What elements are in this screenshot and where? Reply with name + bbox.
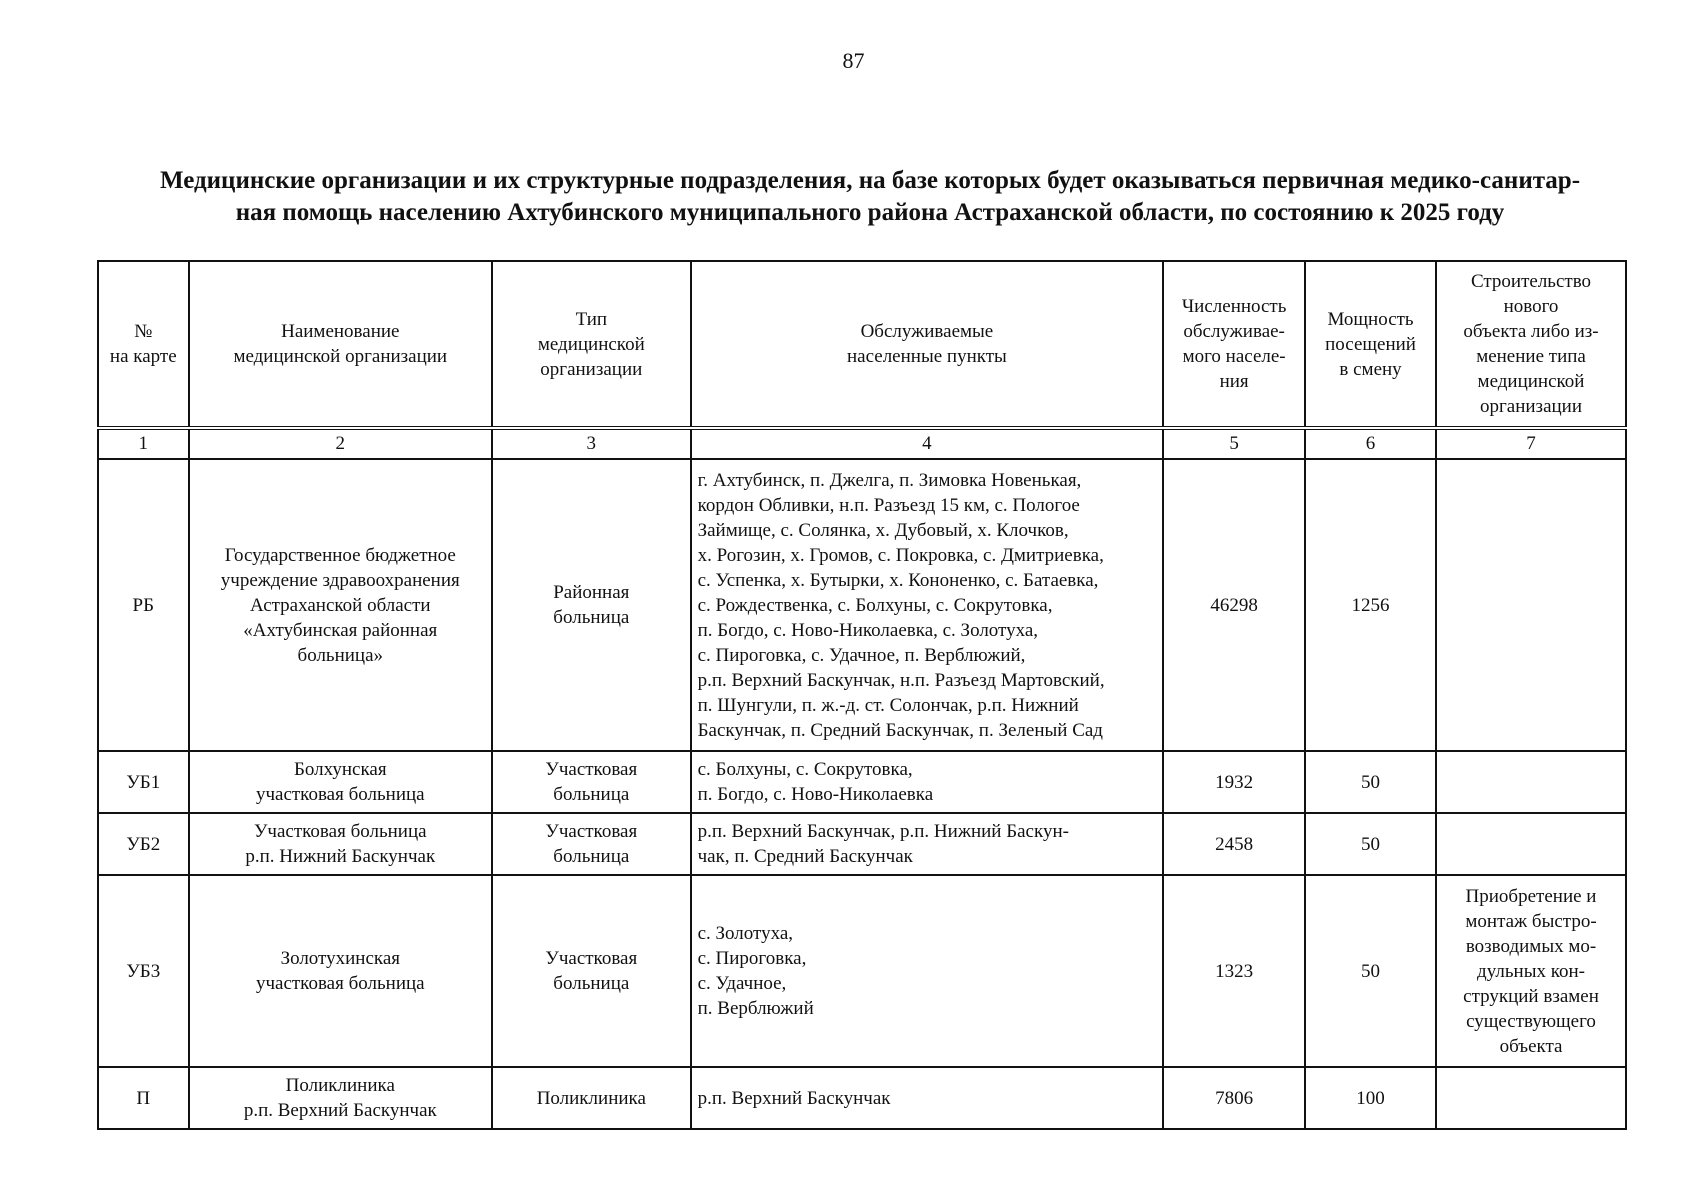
organization-type-cell bbox=[492, 459, 691, 751]
table-row bbox=[98, 813, 1626, 875]
construction-cell bbox=[1436, 813, 1626, 875]
cell-line: с. Рождественка, с. Болхуны, с. Сокрутовка, bbox=[697, 594, 1053, 616]
cell-line: р.п. Верхний Баскунчак bbox=[243, 1100, 437, 1121]
cell-line: кордон Обливки, н.п. Разъезд 15 км, с. Пологое bbox=[697, 494, 1080, 516]
cell-line: больница bbox=[553, 973, 630, 994]
cell-line: п. Богдо, с. Ново-Николаевка bbox=[697, 784, 934, 805]
cell-line: медицинской bbox=[1477, 371, 1585, 392]
column-number-row bbox=[98, 428, 1626, 459]
cell-line: Участковая bbox=[545, 821, 638, 842]
population-cell: 2458 bbox=[1163, 813, 1305, 875]
header-served-settlements bbox=[691, 261, 1164, 428]
title-line: ная помощь населению Ахтубинского муниципального района Астраханской области, по состоянию к 2025 году bbox=[235, 199, 1505, 226]
cell-line: р.п. Нижний Баскунчак bbox=[245, 846, 436, 867]
header-organization-name bbox=[189, 261, 492, 428]
cell-line: Наименование bbox=[281, 321, 400, 342]
column-number: 4 bbox=[691, 428, 1164, 459]
cell-line: больница bbox=[553, 607, 630, 628]
organization-name-cell bbox=[189, 813, 492, 875]
organization-name-cell bbox=[189, 875, 492, 1067]
cell-line: больница» bbox=[297, 644, 384, 666]
cell-line: Мощность bbox=[1327, 308, 1414, 330]
cell-line: «Ахтубинская районная bbox=[243, 619, 438, 641]
cell-line: больница bbox=[553, 784, 630, 805]
organization-type-cell bbox=[492, 813, 691, 875]
cell-line: струкций взамен bbox=[1463, 985, 1599, 1007]
cell-line: посещений bbox=[1325, 333, 1416, 355]
cell-line: Строительство bbox=[1470, 271, 1592, 292]
header-visit-capacity bbox=[1305, 261, 1436, 428]
map-code-cell: РБ bbox=[98, 459, 189, 751]
map-code-cell: УБ2 bbox=[98, 813, 189, 875]
header-organization-type bbox=[492, 261, 691, 428]
cell-line: г. Ахтубинск, п. Джелга, п. Зимовка Новенькая, bbox=[697, 469, 1082, 491]
cell-line: п. Шунгули, п. ж.-д. ст. Солончак, р.п. Нижний bbox=[697, 694, 1079, 716]
cell-line: Золотухинская bbox=[280, 948, 400, 969]
cell-line: участковая больница bbox=[255, 784, 425, 805]
settlements-cell bbox=[691, 813, 1164, 875]
cell-line: р.п. Верхний Баскунчак, н.п. Разъезд Мартовский, bbox=[697, 669, 1105, 691]
cell-line: учреждение здравоохранения bbox=[220, 569, 460, 591]
cell-line: Государственное бюджетное bbox=[224, 544, 456, 566]
header-construction bbox=[1436, 261, 1626, 428]
column-number: 7 bbox=[1436, 428, 1626, 459]
table-row bbox=[98, 1067, 1626, 1129]
cell-line: Участковая bbox=[545, 759, 638, 780]
cell-line: дульных кон- bbox=[1477, 960, 1585, 982]
cell-line: ния bbox=[1219, 371, 1249, 392]
cell-line: № bbox=[134, 321, 153, 342]
population-cell: 7806 bbox=[1163, 1067, 1305, 1129]
column-number: 3 bbox=[492, 428, 691, 459]
cell-line: объекта либо из- bbox=[1463, 321, 1599, 342]
header-map-number bbox=[98, 261, 189, 428]
cell-line: больница bbox=[553, 846, 630, 867]
cell-line: Участковая больница bbox=[253, 821, 427, 842]
cell-line: Районная bbox=[553, 582, 630, 603]
cell-line: Астраханской области bbox=[249, 594, 431, 616]
cell-line: участковая больница bbox=[255, 973, 425, 994]
cell-line: Займище, с. Солянка, х. Дубовый, х. Клочков, bbox=[697, 519, 1069, 541]
organization-type-cell bbox=[492, 1067, 691, 1129]
cell-line: р.п. Верхний Баскунчак bbox=[697, 1087, 891, 1109]
organization-name-cell bbox=[189, 1067, 492, 1129]
cell-line: нового bbox=[1503, 296, 1559, 317]
table-row bbox=[98, 459, 1626, 751]
cell-line: в смену bbox=[1339, 358, 1402, 380]
cell-line: возводимых мо- bbox=[1465, 935, 1597, 957]
cell-line: х. Рогозин, х. Громов, с. Покровка, с. Дмитриевка, bbox=[697, 544, 1104, 566]
header-population bbox=[1163, 261, 1305, 428]
column-number: 6 bbox=[1305, 428, 1436, 459]
cell-line: на карте bbox=[109, 346, 177, 367]
cell-line: медицинской организации bbox=[233, 346, 448, 367]
cell-line: чак, п. Средний Баскунчак bbox=[697, 846, 913, 867]
cell-line: Баскунчак, п. Средний Баскунчак, п. Зеленый Сад bbox=[697, 719, 1103, 741]
column-number: 5 bbox=[1163, 428, 1305, 459]
map-code-cell: УБ1 bbox=[98, 751, 189, 813]
capacity-cell: 50 bbox=[1305, 875, 1436, 1067]
page-number: 87 bbox=[842, 48, 865, 73]
organization-type-cell bbox=[492, 751, 691, 813]
population-cell: 1323 bbox=[1163, 875, 1305, 1067]
settlements-cell bbox=[691, 751, 1164, 813]
column-number: 2 bbox=[189, 428, 492, 459]
cell-line: Поликлиника bbox=[536, 1087, 646, 1109]
cell-line: п. Богдо, с. Ново-Николаевка, с. Золотуха, bbox=[697, 619, 1039, 641]
cell-line: Обслуживаемые bbox=[860, 321, 994, 342]
cell-line: Численность bbox=[1181, 296, 1287, 317]
cell-line: существующего bbox=[1466, 1010, 1596, 1032]
cell-line: Болхунская bbox=[293, 759, 387, 780]
cell-line: организации bbox=[540, 358, 643, 380]
capacity-cell: 50 bbox=[1305, 813, 1436, 875]
cell-line: мого населе- bbox=[1182, 346, 1286, 367]
population-cell: 1932 bbox=[1163, 751, 1305, 813]
cell-line: с. Удачное, bbox=[697, 973, 787, 994]
cell-line: с. Успенка, х. Бутырки, х. Кононенко, с. Батаевка, bbox=[697, 569, 1099, 591]
cell-line: Приобретение и bbox=[1465, 885, 1597, 907]
cell-line: менение типа bbox=[1476, 346, 1586, 367]
document-title bbox=[100, 165, 1640, 229]
table-row bbox=[98, 751, 1626, 813]
cell-line: монтаж быстро- bbox=[1465, 910, 1597, 932]
cell-line: организации bbox=[1480, 396, 1583, 417]
settlements-cell bbox=[691, 1067, 1164, 1129]
construction-cell bbox=[1436, 1067, 1626, 1129]
cell-line: с. Золотуха, bbox=[697, 923, 794, 944]
map-code-cell: УБ3 bbox=[98, 875, 189, 1067]
organization-name-cell bbox=[189, 459, 492, 751]
cell-line: медицинской bbox=[537, 333, 645, 355]
cell-line: Поликлиника bbox=[285, 1075, 395, 1096]
capacity-cell: 1256 bbox=[1305, 459, 1436, 751]
construction-cell bbox=[1436, 751, 1626, 813]
cell-line: обслуживае- bbox=[1183, 321, 1285, 342]
organization-type-cell bbox=[492, 875, 691, 1067]
organization-name-cell bbox=[189, 751, 492, 813]
column-number: 1 bbox=[98, 428, 189, 459]
title-line: Медицинские организации и их структурные подразделения, на базе которых будет оказываться первичная медико-санитар- bbox=[159, 167, 1581, 194]
table-row bbox=[98, 875, 1626, 1067]
cell-line: Участковая bbox=[545, 948, 638, 969]
cell-line: с. Пироговка, bbox=[697, 948, 807, 969]
cell-line: р.п. Верхний Баскунчак, р.п. Нижний Баскун- bbox=[697, 821, 1069, 842]
population-cell: 46298 bbox=[1163, 459, 1305, 751]
header-row bbox=[98, 261, 1626, 428]
cell-line: с. Болхуны, с. Сокрутовка, bbox=[697, 759, 913, 780]
capacity-cell: 100 bbox=[1305, 1067, 1436, 1129]
cell-line: с. Пироговка, с. Удачное, п. Верблюжий, bbox=[697, 644, 1026, 666]
map-code-cell: П bbox=[98, 1067, 189, 1129]
settlements-cell bbox=[691, 875, 1164, 1067]
settlements-cell bbox=[691, 459, 1164, 751]
cell-line: Тип bbox=[575, 308, 608, 330]
construction-cell bbox=[1436, 459, 1626, 751]
cell-line: населенные пункты bbox=[847, 346, 1007, 367]
cell-line: объекта bbox=[1499, 1035, 1563, 1057]
cell-line: п. Верблюжий bbox=[697, 998, 814, 1019]
medical-organizations-table bbox=[97, 260, 1627, 1130]
capacity-cell: 50 bbox=[1305, 751, 1436, 813]
construction-cell bbox=[1436, 875, 1626, 1067]
